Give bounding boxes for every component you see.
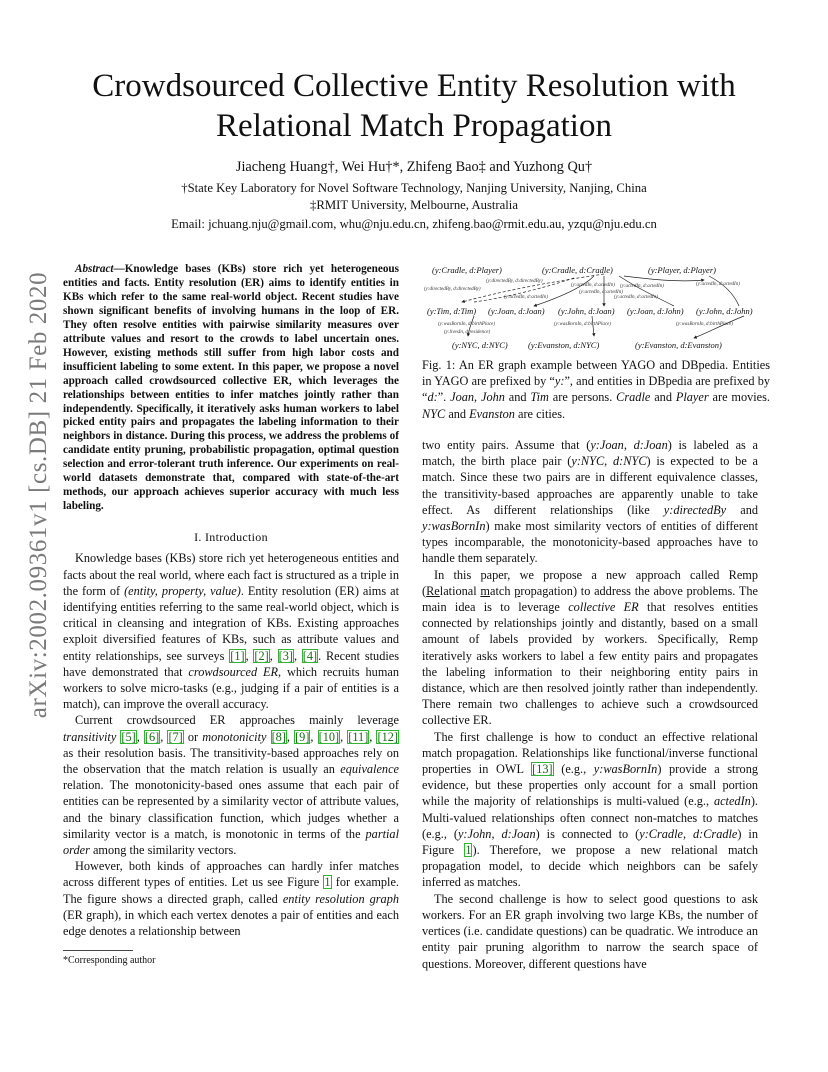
citation-link[interactable]: [11]	[348, 729, 369, 744]
right-column	[422, 437, 758, 972]
citation-link[interactable]: [8]	[271, 729, 286, 744]
title-line-1: Crowdsourced Collective Entity Resolution with	[92, 68, 736, 104]
graph-node: (y:Joan, d:Joan)	[488, 306, 545, 316]
citation-link[interactable]: [5]	[121, 729, 136, 744]
graph-edge-label: (y:livesIn, d:residence)	[444, 330, 491, 335]
right-paragraph-2: In this paper, we propose a new approach called Remp (Relational match propagation) to address the above problems. The main idea is to leverage collective ER that resolves entities connected by relationships jointly and distantly, based on a small amount of labels provided by workers. Specifically, Remp iteratively asks workers to label a few entity pairs and propagates the labeling information to their neighboring entity pairs in distance, which are then resolved jointly rather than independently. There remain two challenges to achieve such a crowdsourced collective ER.	[422, 567, 759, 728]
figure-caption: Fig. 1: An ER graph example between YAGO and DBpedia. Entities in YAGO are prefixed by “y:”, and entities in DBpedia are prefixed by “d:”. Joan, John and Tim are persons. Cradle and Player are movies. NYC and Evanston are cities.	[422, 358, 771, 421]
right-paragraph-1: two entity pairs. Assume that (y:Joan, d:Joan) is labeled as a match, the birth place pair (y:NYC, d:NYC) is expected to be a match. Since these two pairs are in different equivalence classes, the transitivity-based approaches are apparently unable to take effect. As different relationships (like y:directedBy and y:wasBornIn) make most similarity vectors of entities of different types incomparable, the monotonicity-based approaches have to handle them separately.	[422, 438, 759, 566]
section-heading-introduction: I. Introduction	[194, 530, 268, 545]
graph-node: (y:Cradle, d:Player)	[432, 265, 502, 275]
paper-title	[60, 66, 768, 146]
graph-edge-label: (y:directedBy, d:directedBy)	[424, 287, 481, 292]
graph-node: (y:Joan, d:John)	[627, 306, 684, 316]
graph-edge-label: (y:actedIn, d:actedIn)	[620, 284, 664, 289]
author-list: Jiacheng Huang†, Wei Hu†*, Zhifeng Bao‡ and Yuzhong Qu†	[235, 159, 593, 175]
graph-node: (y:John, d:John)	[696, 306, 753, 316]
graph-node: (y:Player, d:Player)	[648, 265, 716, 275]
abstract-text: —Knowledge bases (KBs) store rich yet heterogeneous entities and facts. Entity resolution (ER) aims to identify entities in KBs which refer to the same real-world object. Recent studies have shown significant benefits of involving humans in the loop of ER. They often resolve entities with pairwise similarity measures over attribute values and resort to the crowds to label uncertain ones. However, existing methods still suffer from high labor costs and insufficient labeling to some extent. In this paper, we propose a novel approach called crowdsourced collective ER, which leverages the relationships between entities to infer matches jointly rather than independently. Specifically, it iteratively asks human workers to label picked entity pairs and propagates the labeling information to their neighbors in distance. During this process, we address the problems of candidate entity pruning, probabilistic propagation, optimal question selection and error-tolerant truth inference. Our experiments on real-world datasets demonstrate that, compared with state-of-the-art methods, our approach achieves superior accuracy with much less labeling.	[63, 263, 399, 513]
author-emails: Email: jchuang.nju@gmail.com, whu@nju.edu.cn, zhifeng.bao@rmit.edu.au, yzqu@nju.edu.cn	[171, 217, 657, 231]
citation-link[interactable]: [1]	[230, 648, 245, 663]
citation-link[interactable]: [6]	[144, 729, 160, 744]
arxiv-sidebar-stamp	[20, 271, 58, 719]
citation-link[interactable]: [3]	[278, 648, 293, 663]
intro-paragraph-3: However, both kinds of approaches can hardly infer matches across different types of entities. Let us see Figure 1 for example. The figure shows a directed graph, called entity resolution graph (ER graph), in which each vertex denotes a pair of entities and each edge denotes a relationship between	[63, 859, 399, 939]
graph-edge-label: (y:directedBy, d:directedBy)	[486, 279, 543, 284]
graph-node: (y:John, d:Joan)	[558, 306, 615, 316]
footnote: *Corresponding author	[63, 955, 156, 966]
citation-link[interactable]: [10]	[318, 729, 340, 744]
graph-node: (y:Cradle, d:Cradle)	[542, 265, 613, 275]
graph-edge-label: (y:wasBornIn, d:birthPlace)	[676, 322, 733, 327]
er-graph-svg	[424, 262, 769, 352]
affiliation-nanjing: †State Key Laboratory for Novel Software Technology, Nanjing University, Nanjing, China	[181, 181, 647, 195]
intro-paragraph-1: Knowledge bases (KBs) store rich yet heterogeneous entities and facts about the real world, where each fact is structured as a triple in the form of (entity, property, value). Entity resolution (ER) aims at identifying entities referring to the same real-world object, which is critical in cleansing and integration of KBs. Existing approaches exploit diversified features of KBs, such as attribute values and entity relationships, see surveys [1], [2], [3], [4]. Recent studies have demonstrated that crowdsourced ER, which recruits human workers to solve micro-tasks (e.g., judging if a pair of entities is a match), can improve the overall accuracy.	[63, 551, 400, 712]
graph-node: (y:Evanston, d:NYC)	[528, 340, 600, 350]
right-paragraph-3: The first challenge is how to conduct an effective relational match propagation. Relationships like functional/inverse functional properties in OWL [13] (e.g., y:wasBornIn) provide a strong evidence, but these properties only account for a small portion while the majority of relationships is multi-valued (e.g., actedIn). Multi-valued relationships often connect non-matches to matches (e.g., (y:John, d:Joan) is connected to (y:Cradle, d:Cradle) in Figure 1). Therefore, we propose a new relational match propagation model, to decide which neighbors can be safely inferred as matches.	[422, 729, 759, 890]
citation-link[interactable]: [7]	[168, 729, 183, 744]
abstract	[63, 263, 399, 514]
citation-link[interactable]: [9]	[295, 729, 310, 744]
graph-edge	[624, 276, 704, 281]
right-paragraph-4: The second challenge is how to select good questions to ask workers. For an ER graph involving two large KBs, the number of vertices (i.e. candidate questions) can be quadratic. We introduce an entity pair pruning algorithm to narrow the search space of questions. Moreover, different questions have	[422, 891, 758, 971]
graph-edge-label: (y:wasBornIn, d:birthPlace)	[438, 322, 495, 327]
er-graph-figure	[424, 262, 769, 352]
graph-edge-label: (y:actedIn, d:actedIn)	[579, 290, 623, 295]
graph-edge-label: (y:actedIn, d:actedIn)	[504, 295, 548, 300]
figure-reference-link[interactable]: 1	[324, 875, 331, 890]
graph-node: (y:Tim, d:Tim)	[427, 306, 477, 316]
graph-edge-label: (y:actedIn, d:actedIn)	[614, 295, 658, 300]
arxiv-identifier: arXiv:2002.09361v1 [cs.DB] 21 Feb 2020	[25, 271, 52, 719]
graph-edge	[694, 316, 744, 338]
affiliation-rmit: ‡RMIT University, Melbourne, Australia	[310, 198, 518, 212]
citation-link[interactable]: [4]	[302, 648, 318, 663]
graph-edge	[709, 276, 739, 306]
citation-link[interactable]: [12]	[377, 729, 398, 744]
graph-node: (y:Evanston, d:Evanston)	[635, 340, 722, 350]
citation-link[interactable]: [13]	[532, 762, 553, 777]
graph-edge-label: (y:wasBornIn, d:birthPlace)	[554, 322, 611, 327]
footnote-rule	[63, 950, 133, 951]
left-column	[63, 263, 399, 939]
graph-edge-label: (y:actedIn, d:actedIn)	[696, 282, 740, 287]
intro-paragraph-2: Current crowdsourced ER approaches mainly leverage transitivity [5], [6], [7] or monotonicity [8], [9], [10], [11], [12] as their resolution basis. The transitivity-based approaches rely on the observation that the match relation is usually an equivalence relation. The monotonicity-based ones assume that each pair of entities can be represented by a similarity vector of attribute values, and the binary classification function, which judges whether a similarity vector is a match, is monotonic in terms of the partial order among the similarity vectors.	[63, 713, 399, 858]
title-line-2: Relational Match Propagation	[216, 108, 612, 144]
figure-reference-link[interactable]: 1	[465, 843, 472, 858]
graph-node: (y:NYC, d:NYC)	[452, 340, 508, 350]
citation-link[interactable]: [2]	[254, 648, 269, 663]
graph-edge-label: (y:actedIn, d:actedIn)	[571, 283, 615, 288]
abstract-label: Abstract	[75, 263, 114, 275]
